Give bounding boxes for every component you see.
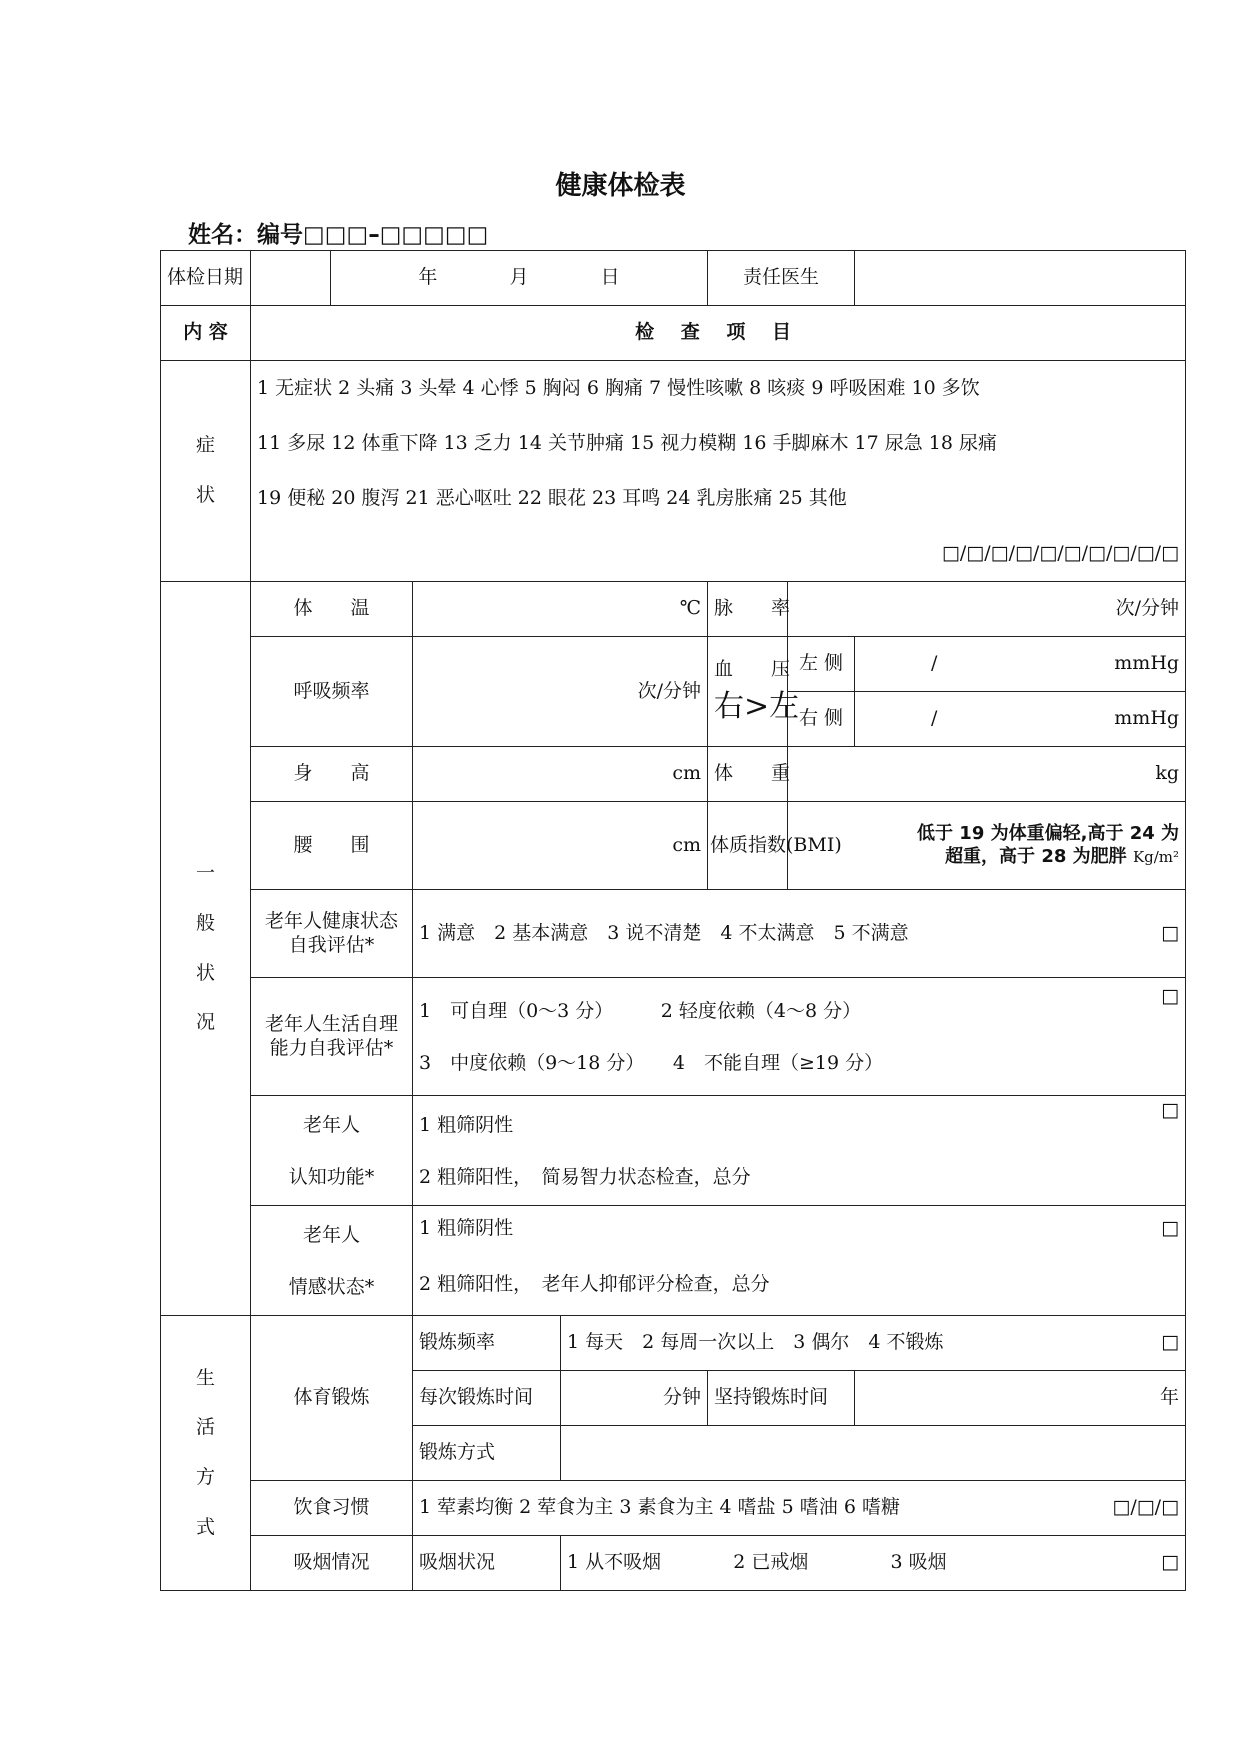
height-label: 身 高 (251, 747, 413, 802)
self-care-line: 3 中度依赖（9～18 分） 4 不能自理（≥19 分） (419, 1051, 884, 1074)
bp-slash: / (931, 652, 938, 675)
symptoms-list (251, 361, 1186, 582)
month-label: 月 (509, 266, 529, 289)
lifestyle-section-label: 生 活 方 式 (161, 1316, 251, 1591)
waist-field[interactable]: cm (413, 802, 708, 890)
self-care-options (413, 978, 1186, 1096)
bp-right-label: 右 侧 (788, 692, 855, 747)
smoking-status-label: 吸烟状况 (413, 1536, 561, 1591)
smoking-status-options (561, 1536, 1186, 1591)
bmi-unit: Kg/m² (1132, 847, 1180, 866)
smoking-option: 3 吸烟 (890, 1551, 947, 1574)
symptoms-line: 19 便秘 20 腹泻 21 恶心呕吐 22 眼花 23 耳鸣 24 乳房胀痛 25 其他 (257, 487, 847, 509)
health-exam-table (160, 250, 1186, 1591)
smoking-option: 2 已戒烟 (733, 1551, 809, 1574)
exercise-years-label: 坚持锻炼时间 (708, 1371, 855, 1426)
bp-unit: mmHg (1114, 652, 1180, 675)
pulse-field[interactable]: 次/分钟 (788, 582, 1186, 637)
weight-field[interactable]: kg (788, 747, 1186, 802)
bmi-note-line: 低于 19 为体重偏轻,高于 24 为 (917, 823, 1180, 844)
exercise-frequency-options: 1 每天 2 每周一次以上 3 偶尔 4 不锻炼 □ (561, 1316, 1186, 1371)
exercise-duration-label: 每次锻炼时间 (413, 1371, 561, 1426)
bp-unit: mmHg (1114, 707, 1180, 730)
symptoms-checkboxes[interactable]: □/□/□/□/□/□/□/□/□/□ (941, 542, 1180, 564)
diet-label: 饮食习惯 (251, 1481, 413, 1536)
doctor-label: 责任医生 (708, 251, 855, 306)
exam-date-field[interactable] (331, 251, 708, 306)
cognitive-label: 老年人 认知功能* (251, 1096, 413, 1206)
temperature-field[interactable]: ℃ (413, 582, 708, 637)
emotion-options (413, 1206, 1186, 1316)
doctor-field[interactable] (855, 251, 1186, 306)
bp-right-field[interactable] (855, 692, 1186, 747)
self-care-label: 老年人生活自理能力自我评估* (251, 978, 413, 1096)
emotion-line: 2 粗筛阳性， 老年人抑郁评分检查，总分 (419, 1273, 770, 1295)
cognitive-options (413, 1096, 1186, 1206)
respiration-field[interactable]: 次/分钟 (413, 637, 708, 747)
bp-left-label: 左 侧 (788, 637, 855, 692)
year-label: 年 (418, 266, 438, 289)
name-number-line: 姓名：编号□□□–□□□□□ (188, 222, 489, 248)
bp-slash: / (931, 707, 938, 730)
exercise-frequency-checkbox[interactable]: □ (1161, 1331, 1180, 1354)
exercise-years-field[interactable]: 年 (855, 1371, 1186, 1426)
temperature-label: 体 温 (251, 582, 413, 637)
symptoms-section-label: 症 状 (161, 361, 251, 582)
bp-left-field[interactable] (855, 637, 1186, 692)
self-health-label: 老年人健康状态自我评估* (251, 890, 413, 978)
smoking-label: 吸烟情况 (251, 1536, 413, 1591)
exercise-frequency-label: 锻炼频率 (413, 1316, 561, 1371)
exercise-method-field[interactable] (561, 1426, 1186, 1481)
diet-checkboxes[interactable]: □/□/□ (1112, 1496, 1180, 1519)
self-care-line: 1 可自理（0～3 分） 2 轻度依赖（4～8 分） (419, 999, 862, 1022)
emotion-checkbox[interactable]: □ (1161, 1217, 1180, 1239)
page-title: 健康体检表 (555, 171, 686, 201)
blood-pressure-note: 右>左 (714, 688, 800, 724)
self-care-checkbox[interactable]: □ (1161, 984, 1180, 1007)
symptoms-line: 1 无症状 2 头痛 3 头晕 4 心悸 5 胸闷 6 胸痛 7 慢性咳嗽 8 咳痰 9 呼吸困难 10 多饮 (257, 377, 980, 399)
waist-label: 腰 围 (251, 802, 413, 890)
general-section-label: 一 般 状 况 (161, 582, 251, 1316)
pulse-label: 脉 率 (708, 582, 788, 637)
cognitive-checkbox[interactable]: □ (1161, 1098, 1180, 1121)
cognitive-line: 1 粗筛阴性 (419, 1113, 514, 1136)
smoking-checkbox[interactable]: □ (1161, 1551, 1180, 1574)
bmi-note-line: 超重，高于 28 为肥胖 (945, 845, 1127, 867)
smoking-option: 1 从不吸烟 (567, 1551, 662, 1574)
symptoms-line: 11 多尿 12 体重下降 13 乏力 14 关节肿痛 15 视力模糊 16 手脚麻木 17 尿急 18 尿痛 (257, 432, 998, 454)
height-field[interactable]: cm (413, 747, 708, 802)
bmi-field[interactable] (788, 802, 1186, 890)
self-health-options: 1 满意 2 基本满意 3 说不清楚 4 不太满意 5 不满意 □ (413, 890, 1186, 978)
content-column-header: 内 容 (161, 306, 251, 361)
self-health-checkbox[interactable]: □ (1161, 921, 1180, 944)
respiration-label: 呼吸频率 (251, 637, 413, 747)
exercise-method-label: 锻炼方式 (413, 1426, 561, 1481)
weight-label: 体 重 (708, 747, 788, 802)
exercise-label: 体育锻炼 (251, 1316, 413, 1481)
bmi-label: 体质指数(BMI) (708, 802, 788, 890)
diet-options: 1 荤素均衡 2 荤食为主 3 素食为主 4 嗜盐 5 嗜油 6 嗜糖 □/□/□ (413, 1481, 1186, 1536)
day-label: 日 (600, 266, 620, 289)
cognitive-line: 2 粗筛阳性， 简易智力状态检查，总分 (419, 1165, 751, 1188)
items-column-header: 检 查 项 目 (251, 306, 1186, 361)
blood-pressure-text: 血 压 (714, 657, 791, 680)
blood-pressure-label (708, 637, 800, 747)
emotion-label: 老年人 情感状态* (251, 1206, 413, 1316)
exercise-duration-field[interactable]: 分钟 (561, 1371, 708, 1426)
exam-date-label: 体检日期 (161, 251, 251, 306)
emotion-line: 1 粗筛阴性 (419, 1217, 514, 1239)
exam-date-spacer (251, 251, 331, 306)
